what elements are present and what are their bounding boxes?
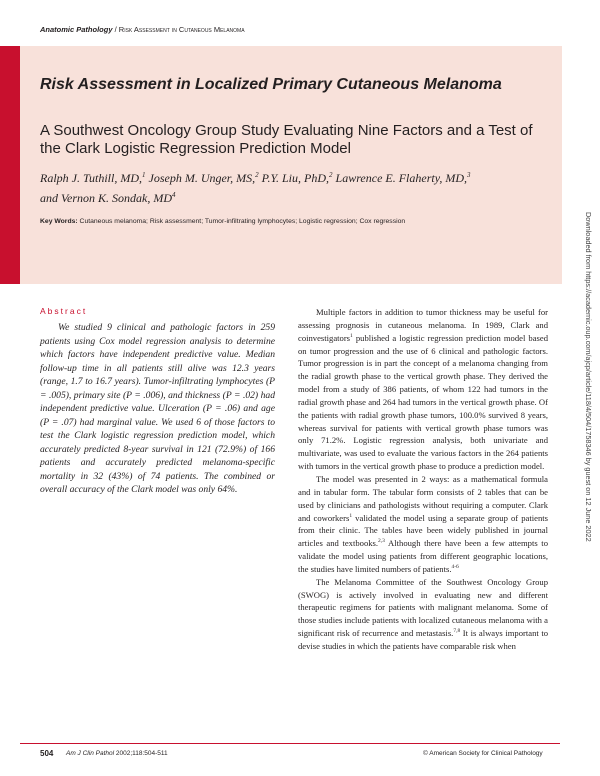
author-list [40,167,520,207]
citation-text: 2002;118:504-511 [115,750,168,757]
author-name: and Vernon K. Sondak, MD [40,191,172,205]
footer-divider [20,743,560,744]
body-text: published a logistic regression prediction model based on tumor progression and the use of 6 clinical and pathologic factors. Tumor progression is in part the concept of a melanoma changing from the radial growth phase to the vertical growth phase. They derived the model from a study of 386 patients, of whom 122 had tumors in the radial growth phase and 264 had tumors in the vertical growth phase. Of the patients with radial growth phase tumors, 100.0% survived 8 years, whereas survival for patients with vertical growth phase tumors was only 71.2%. Logistic regression analysis, both univariate and multivariate, was used to evaluate the various factors in the 264 patients with tumors in the vertical growth phase to produce a prediction model. [298,332,548,472]
author-affiliation: 2 [255,171,259,179]
body-paragraph [298,576,548,653]
accent-bar [0,46,20,284]
copyright: © American Society for Clinical Pathology [423,750,543,757]
article-subtitle: A Southwest Oncology Group Study Evaluating Nine Factors and a Test of the Clark Logistic Regression Prediction Model [40,122,533,157]
body-paragraph [298,306,548,473]
running-header [40,25,245,34]
journal-citation [66,750,168,757]
body-text: The model was presented in 2 ways: as a mathematical formula and in tabular form. The tabular form consists of 2 tables that can be used by clinicians and pathologists without requiring a computer. Clark and coworkers [298,473,548,523]
abstract-heading: Abstract [40,306,88,316]
keywords [40,217,550,226]
article-title: Risk Assessment in Localized Primary Cutaneous Melanoma [40,76,502,93]
header-separator: / [112,25,119,34]
author-affiliation: 3 [467,171,471,179]
body-paragraph [298,473,548,576]
header-section: Anatomic Pathology [40,25,113,34]
citation-ref: 4-6 [451,564,459,571]
author-name: Ralph J. Tuthill, MD, [40,171,142,185]
body-text: The Melanoma Committee of the Southwest Oncology Group (SWOG) is actively involved in evaluating new and different therapeutic regimens for patients with malignant melanoma. Some of those studies include patients with localized cutaneous melanoma with a significant risk of recurrence and metastasis. [298,576,548,639]
body-column [298,306,548,653]
keywords-text: Cutaneous melanoma; Risk assessment; Tumor-infiltrating lymphocytes; Logistic regression; Cox regression [79,218,406,225]
header-subject: Risk Assessment in Cutaneous Melanoma [118,25,245,34]
body-text: validated the model using a separate group of patients from their clinic. The tables have been widely published in journal articles and textbooks. [298,512,548,549]
page-number: 504 [40,749,54,758]
author-name: Lawrence E. Flaherty, MD, [335,171,468,185]
body-text: Multiple factors in addition to tumor thickness may be useful for assessing prognosis in cutaneous melanoma. In 1989, Clark and coinvestigators [298,307,548,343]
author-affiliation: 1 [142,171,146,179]
keywords-label: Key Words: [40,218,78,225]
citation-ref: 7,8 [453,628,461,635]
author-affiliation: 2 [329,171,333,179]
citation-ref: 1 [350,332,353,339]
author-name: P.Y. Liu, PhD, [261,171,330,185]
body-text: It is always important to devise studies in which the patients have comparable risk when [298,628,549,651]
citation-ref: 2,3 [378,538,385,545]
citation-ref: 1 [349,512,353,519]
author-name: Joseph M. Unger, MS, [148,171,256,185]
author-affiliation: 4 [172,191,176,199]
journal-name: Am J Clin Pathol [66,750,115,757]
body-text: Although there have been a few attempts to validate the model using patients from different geographic locations, the studies have limited numbers of patients. [298,538,548,574]
download-note: Downloaded from https://academic.oup.com/ajcp/article/118/4/504/1758346 by guest on 12 June 2022 [584,212,593,542]
abstract-text: We studied 9 clinical and pathologic factors in 259 patients using Cox model regression analysis to determine which factors have independent predictive value. Median follow-up time in all patients still alive was 12.3 years (range, 1.7 to 16.7 years). Tumor-infiltrating lymphocytes (P = .005), primary site (P = .006), and thickness (P = .02) had independent predictive value. Ulceration (P = .06) and age (P = .07) had marginal value. We used 6 of those factors to test the Clark logistic regression prediction model, which accurately predicted 8-year survival in 121 (72.9%) of 166 patients and accurately predicted melanoma-specific mortality in 32 (43%) of 74 patients. The combined or overall accuracy of the Clark model was only 64%. [40,322,275,495]
